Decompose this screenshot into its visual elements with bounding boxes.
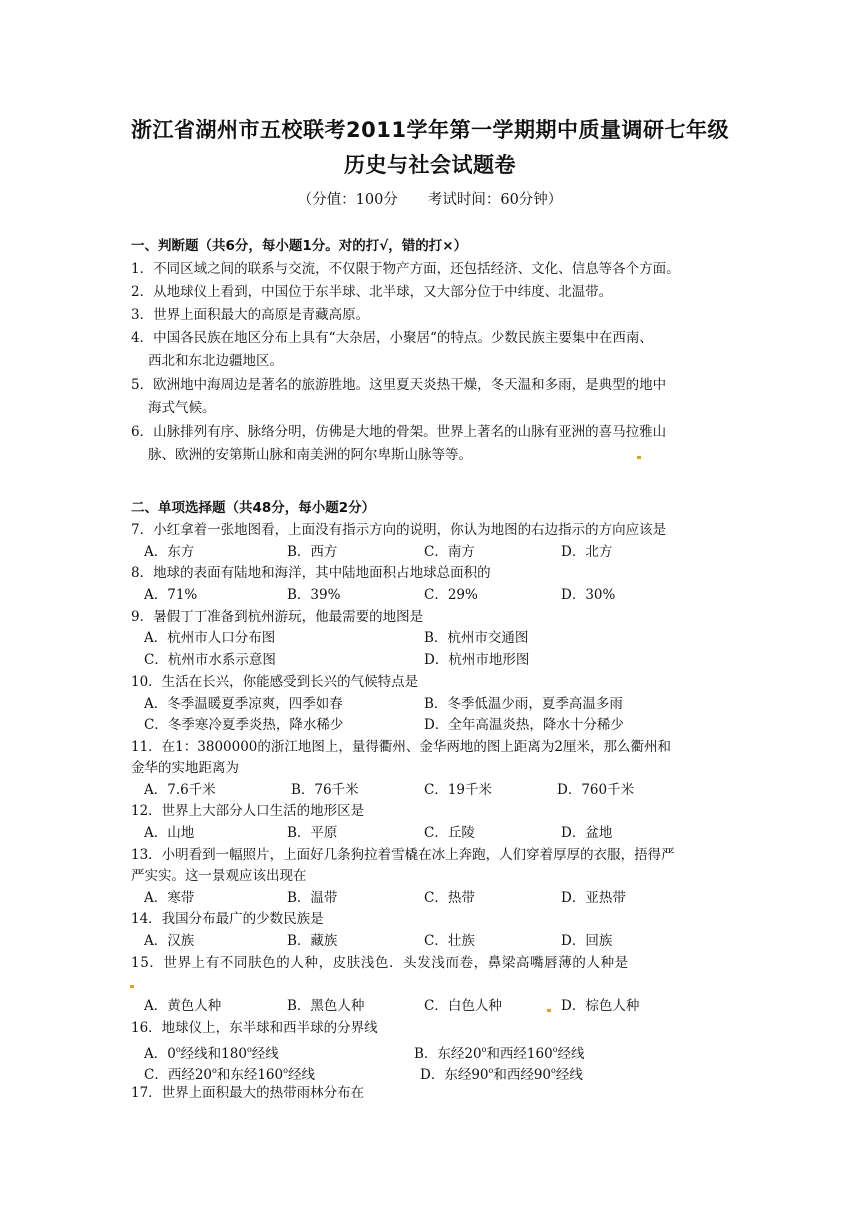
- q8-option-b: B．39%: [287, 587, 341, 603]
- q13-option-d: D．亚热带: [561, 890, 626, 906]
- q14-stem: 14．我国分布最广的少数民族是: [131, 911, 324, 927]
- q8-option-d: D．30%: [561, 587, 616, 603]
- q8-option-c: C．29%: [424, 587, 478, 603]
- q7-option-c: C．南方: [424, 544, 475, 560]
- q5-text-cont: 海式气候。: [148, 400, 216, 416]
- q11-option-a: A．7.6千米: [144, 782, 216, 798]
- q4-text-cont: 西北和东北边疆地区。: [148, 353, 283, 369]
- q11-option-c: C．19千米: [424, 782, 493, 798]
- q16-stem: 16．地球仪上，东半球和西半球的分界线: [131, 1020, 378, 1036]
- q13-stem: 13．小明看到一幅照片，上面好几条狗拉着雪橇在冰上奔跑，人们穿着厚厚的衣服，捂得严: [131, 847, 675, 863]
- q10-option-c: C．冬季寒冷夏季炎热，降水稀少: [144, 717, 344, 733]
- q17-stem: 17．世界上面积最大的热带雨林分布在: [131, 1085, 365, 1101]
- orange-mark: [637, 456, 641, 459]
- q9-option-d: D．杭州市地形图: [424, 652, 530, 668]
- score-info: （分值：100分: [297, 192, 398, 208]
- section2-heading: 二、单项选择题（共48分，每小题2分）: [131, 500, 376, 516]
- q11-stem-cont: 金华的实地距离为: [131, 760, 239, 776]
- time-info: 考试时间：60分钟）: [427, 192, 563, 208]
- q6-text-cont: 脉、欧洲的安第斯山脉和南美洲的阿尔卑斯山脉等等。: [148, 447, 472, 463]
- q12-option-a: A．山地: [144, 825, 195, 841]
- orange-mark: [130, 985, 134, 988]
- q1-text: 1．不同区域之间的联系与交流，不仅限于物产方面，还包括经济、文化、信息等各个方面。: [131, 261, 680, 277]
- q12-option-d: D．盆地: [561, 825, 613, 841]
- q7-option-d: D．北方: [561, 544, 613, 560]
- q4-text: 4．中国各民族在地区分布上具有“大杂居，小聚居“的特点。少数民族主要集中在西南、: [131, 330, 653, 346]
- q13-option-b: B．温带: [287, 890, 338, 906]
- q9-option-a: A．杭州市人口分布图: [144, 630, 276, 646]
- q15-option-d: D．棕色人种: [561, 998, 640, 1014]
- q16-option-c: C．西经20$^o$和东经160$^o$经线: [144, 1066, 315, 1083]
- exam-info: [0, 188, 860, 209]
- q8-stem: 8．地球的表面有陆地和海洋，其中陆地面积占地球总面积的: [131, 565, 491, 581]
- q13-option-c: C．热带: [424, 890, 475, 906]
- q14-option-d: D．回族: [561, 933, 613, 949]
- q10-option-b: B．冬季低温少雨，夏季高温多雨: [424, 696, 623, 712]
- q11-option-d: D．760千米: [557, 782, 635, 798]
- q13-option-a: A．寒带: [144, 890, 195, 906]
- orange-mark: [547, 1009, 551, 1012]
- q7-stem: 7．小红拿着一张地图看，上面没有指示方向的说明，你认为地图的右边指示的方向应该是: [131, 522, 667, 538]
- q12-option-b: B．平原: [287, 825, 338, 841]
- q15-stem: 15．世界上有不同肤色的人种，皮肤浅色．头发浅而卷，鼻梁高嘴唇薄的人种是: [131, 955, 629, 971]
- q15-option-c: C．白色人种: [424, 998, 502, 1014]
- q3-text: 3．世界上面积最大的高原是青藏高原。: [131, 307, 370, 323]
- q9-option-b: B．杭州市交通图: [424, 630, 529, 646]
- q16-option-b: B．东经20$^o$和西经160$^o$经线: [414, 1045, 585, 1062]
- q14-option-b: B．藏族: [287, 933, 338, 949]
- q7-option-a: A．东方: [144, 544, 195, 560]
- q12-option-c: C．丘陵: [424, 825, 475, 841]
- q16-option-a: A．0$^o$经线和180$^o$经线: [144, 1045, 279, 1062]
- q11-option-b: B．76千米: [291, 782, 359, 798]
- q14-option-a: A．汉族: [144, 933, 195, 949]
- q5-text: 5．欧洲地中海周边是著名的旅游胜地。这里夏天炎热干燥，冬天温和多雨，是典型的地中: [131, 377, 667, 393]
- q6-text: 6．山脉排列有序、脉络分明，仿佛是大地的骨架。世界上著名的山脉有亚洲的喜马拉雅山: [131, 424, 667, 440]
- q8-option-a: A．71%: [144, 587, 198, 603]
- q13-stem-cont: 严实实。这一景观应该出现在: [131, 868, 307, 884]
- q15-option-a: A．黄色人种: [144, 998, 222, 1014]
- q11-stem: 11．在1：3800000的浙江地图上，量得衢州、金华两地的图上距离为2厘米，那么衢州和: [131, 739, 671, 755]
- q9-stem: 9．暑假丁丁准备到杭州游玩，他最需要的地图是: [131, 609, 424, 625]
- q12-stem: 12．世界上大部分人口生活的地形区是: [131, 803, 365, 819]
- q2-text: 2．从地球仪上看到，中国位于东半球、北半球，又大部分位于中纬度、北温带。: [131, 284, 613, 300]
- q16-option-d: D．东经90$^o$和西经90$^o$经线: [420, 1066, 583, 1083]
- q7-option-b: B．西方: [287, 544, 338, 560]
- q14-option-c: C．壮族: [424, 933, 475, 949]
- page-title: 浙江省湖州市五校联考2011学年第一学期期中质量调研七年级: [131, 118, 729, 142]
- q9-option-c: C．杭州市水系示意图: [144, 652, 276, 668]
- page-subtitle-title: 历史与社会试题卷: [344, 153, 516, 177]
- q10-option-a: A．冬季温暖夏季凉爽，四季如春: [144, 696, 343, 712]
- section1-heading: 一、判断题（共6分，每小题1分。对的打√，错的打×）: [131, 238, 468, 254]
- q10-option-d: D．全年高温炎热，降水十分稀少: [424, 717, 624, 733]
- q15-option-b: B．黑色人种: [287, 998, 365, 1014]
- q10-stem: 10．生活在长兴，你能感受到长兴的气候特点是: [131, 674, 419, 690]
